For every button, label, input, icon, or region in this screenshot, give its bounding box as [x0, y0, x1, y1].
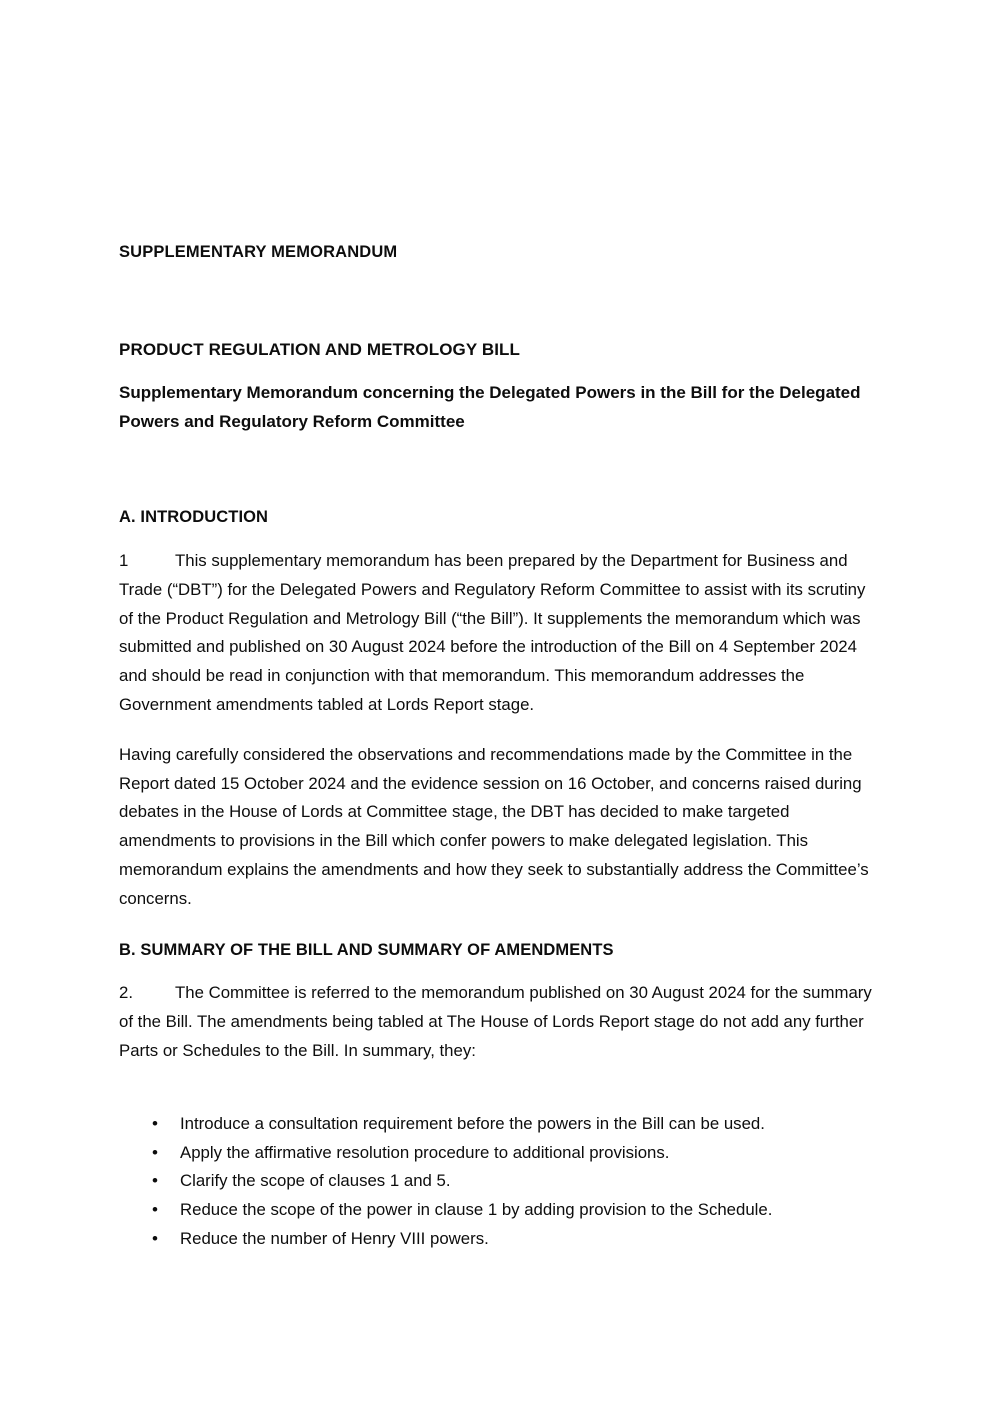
list-item-text: Introduce a consultation requirement before the powers in the Bill can be used.	[180, 1113, 765, 1133]
bullet-icon: •	[152, 1200, 158, 1220]
document-subtitle: Supplementary Memorandum concerning the Delegated Powers in the Bill for the Delegated Powers and Regulatory Reform Committee	[119, 383, 861, 431]
list-item	[119, 1139, 874, 1168]
section-heading-introduction: A. INTRODUCTION	[119, 508, 269, 527]
document-body	[119, 243, 874, 1254]
bullet-icon: •	[152, 1171, 158, 1191]
list-item	[119, 1196, 874, 1225]
bullet-icon: •	[152, 1142, 158, 1162]
paragraph-1-text: This supplementary memorandum has been prepared by the Department for Business and Trade (“DBT”) for the Delegated Powers and Regulatory Reform Committee to assist with its scrutiny of the Product Regulation and Metrology Bill (“the Bill”). It supplements the memorandum which was submitted and published on 30 August 2024 before the introduction of the Bill on 4 September 2024 and should be read in conjunction with that memorandum. This memorandum addresses the Government amendments tabled at Lords Report stage.	[119, 550, 866, 714]
paragraph-2: Having carefully considered the observations and recommendations made by the Committee in the Report dated 15 October 2024 and the evidence session on 16 October, and concerns raised during debates in the House of Lords at Committee stage, the DBT has decided to make targeted amendments to provisions in the Bill which confer powers to make delegated legislation. This memorandum explains the amendments and how they seek to substantially address the Committee’s concerns.	[119, 744, 869, 908]
list-item	[119, 1167, 874, 1196]
list-item	[119, 1110, 874, 1139]
bullet-icon: •	[152, 1228, 158, 1248]
section-heading-summary: B. SUMMARY OF THE BILL AND SUMMARY OF AMENDMENTS	[119, 940, 614, 959]
amendments-summary-list	[119, 1110, 874, 1254]
list-item	[119, 1225, 874, 1254]
paragraph-number-1: 1	[119, 550, 129, 570]
paragraph-3-text: The Committee is referred to the memorandum published on 30 August 2024 for the summary of the Bill. The amendments being tabled at The House of Lords Report stage do not add any further Parts or Schedules to the Bill. In summary, they:	[119, 983, 872, 1060]
paragraph-number-2: 2.	[119, 983, 133, 1003]
list-item-text: Reduce the number of Henry VIII powers.	[180, 1228, 489, 1248]
list-item-text: Reduce the scope of the power in clause 1 by adding provision to the Schedule.	[180, 1200, 773, 1220]
bill-title-heading: PRODUCT REGULATION AND METROLOGY BILL	[119, 339, 520, 359]
list-item-text: Clarify the scope of clauses 1 and 5.	[180, 1171, 451, 1191]
list-item-text: Apply the affirmative resolution procedure to additional provisions.	[180, 1142, 670, 1162]
document-type-heading: SUPPLEMENTARY MEMORANDUM	[119, 243, 398, 261]
paragraph-3	[119, 979, 874, 1065]
bullet-icon: •	[152, 1113, 158, 1133]
paragraph-1	[119, 547, 874, 720]
